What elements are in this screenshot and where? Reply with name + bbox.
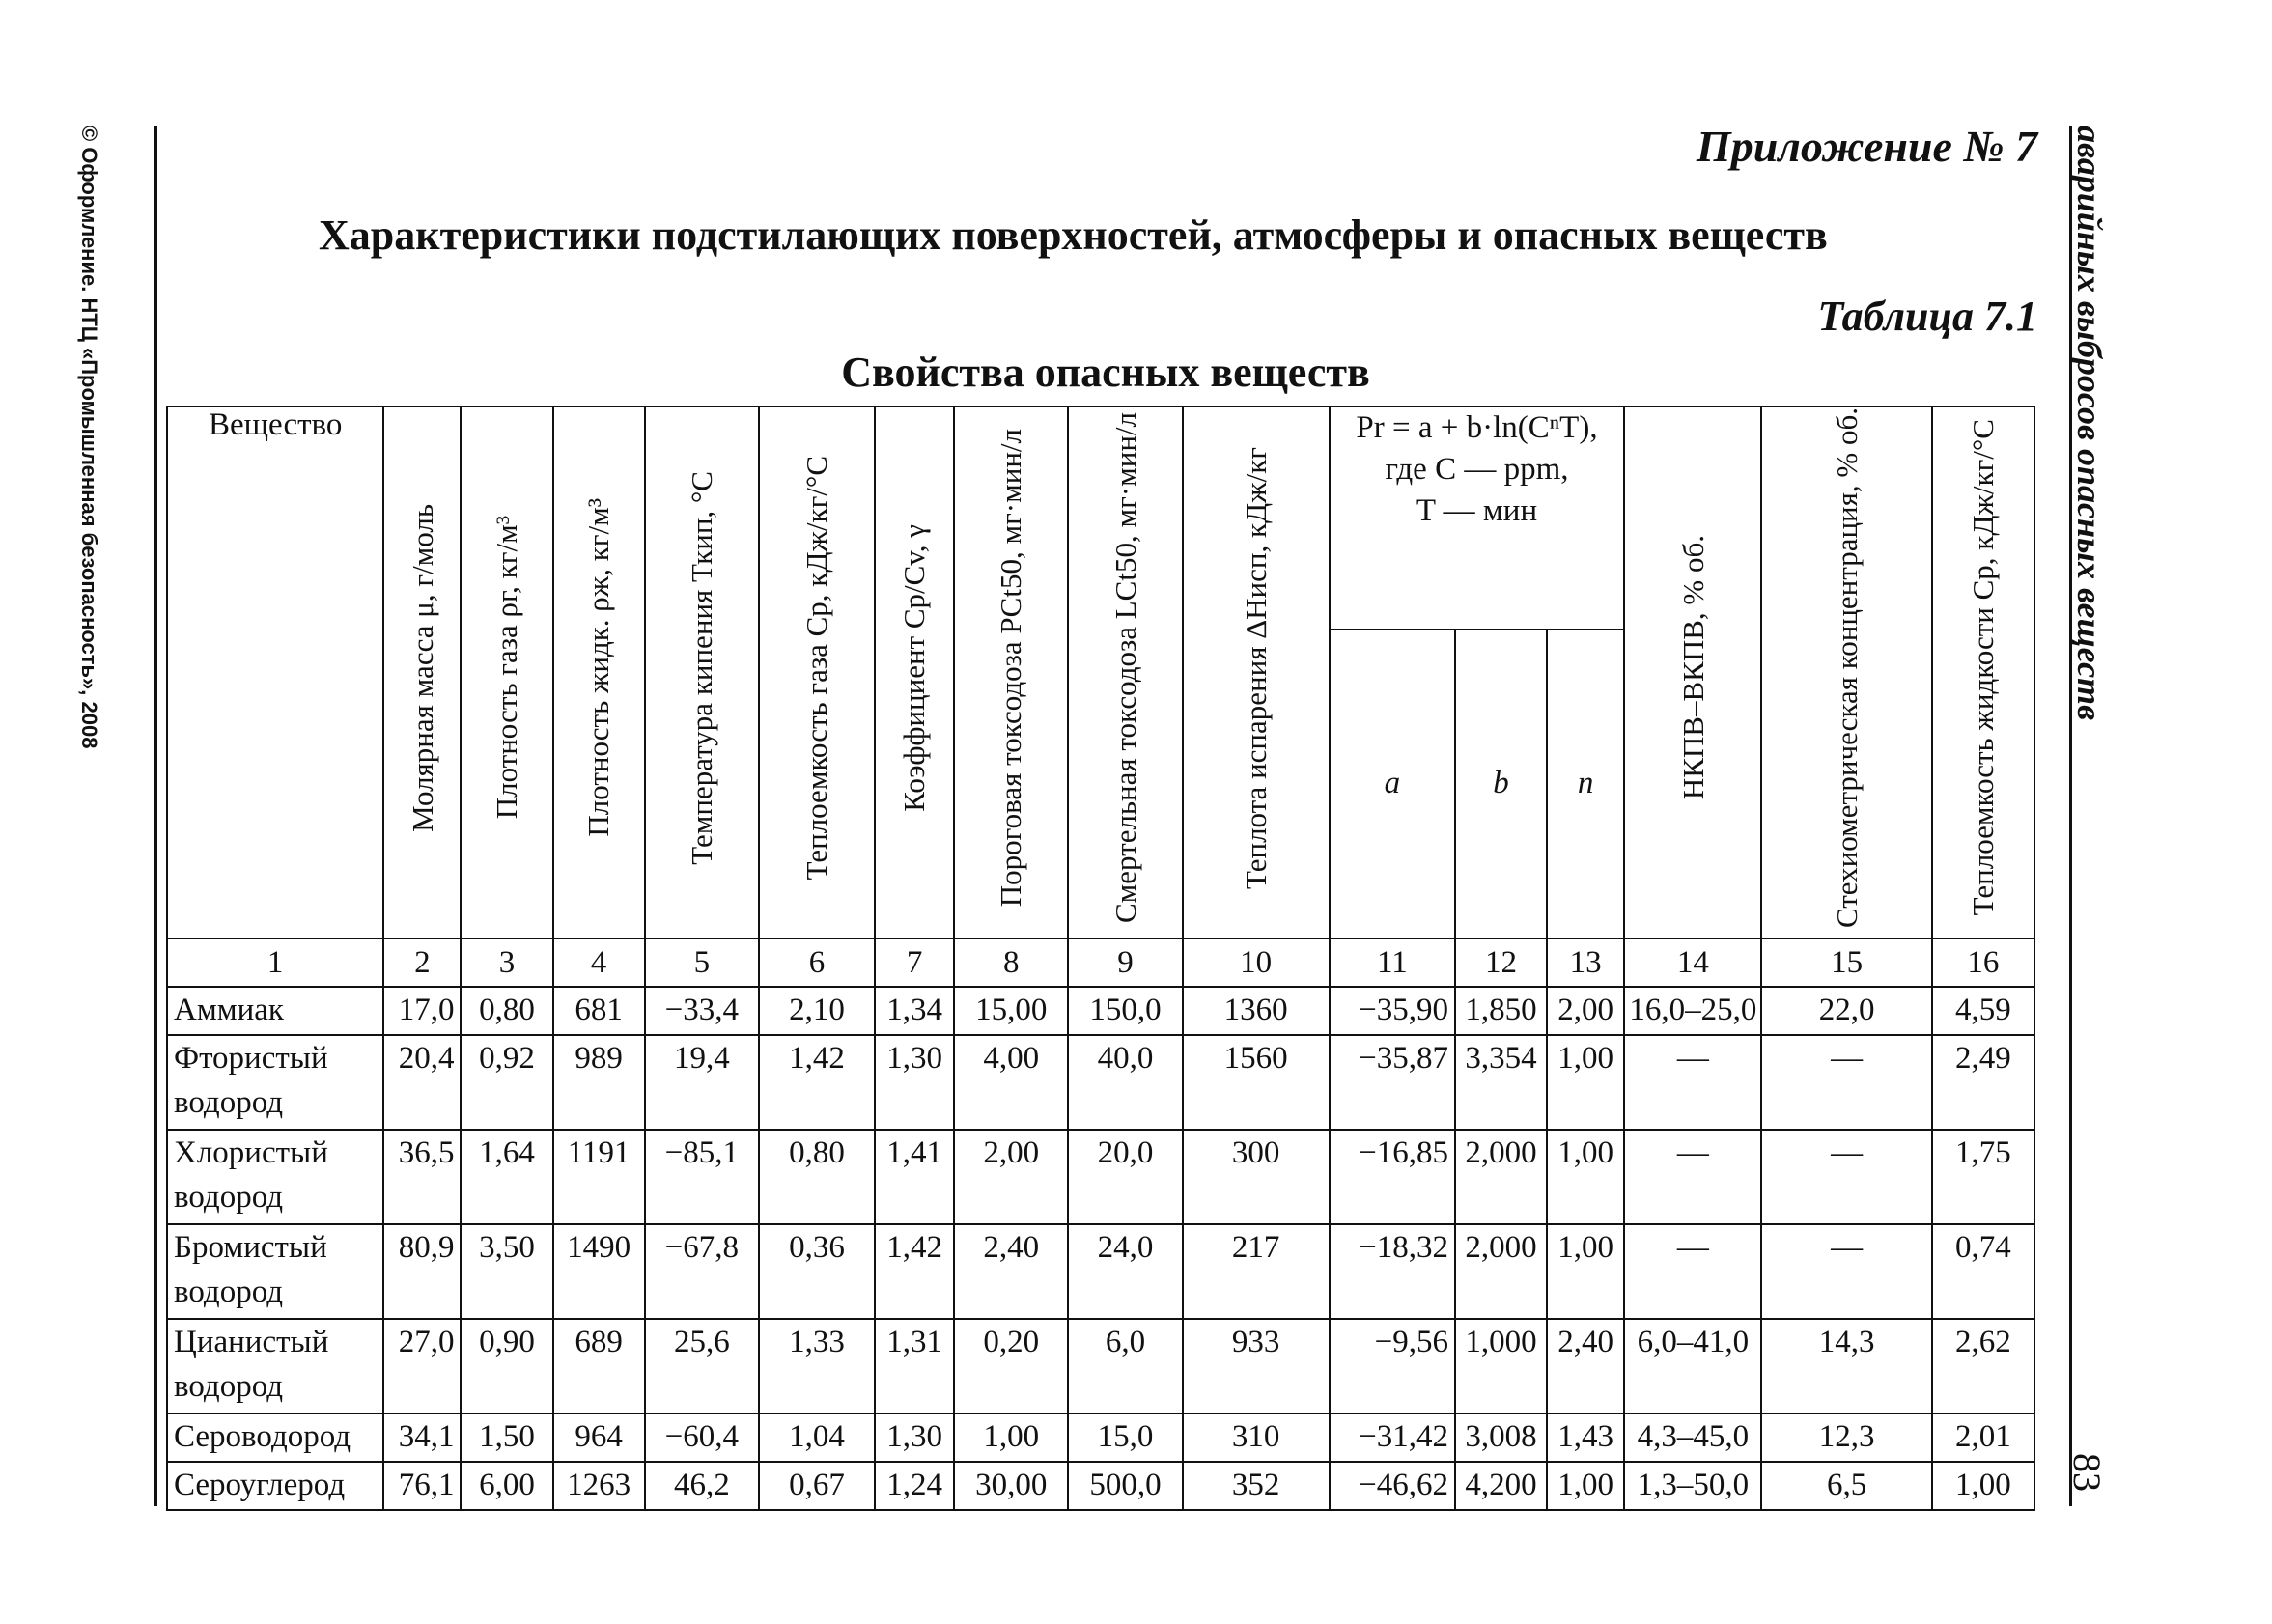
column-number: 9 [1068, 938, 1182, 987]
table-cell: 1,00 [954, 1414, 1068, 1462]
table-cell: — [1761, 1130, 1931, 1224]
table-cell: 36,5 [383, 1130, 461, 1224]
table-cell: 1,64 [461, 1130, 552, 1224]
column-number: 8 [954, 938, 1068, 987]
table-cell: 0,90 [461, 1319, 552, 1414]
column-number: 16 [1932, 938, 2034, 987]
table-cell: 4,59 [1932, 987, 2034, 1035]
table-cell: −85,1 [645, 1130, 759, 1224]
table-cell: 0,36 [759, 1224, 875, 1319]
table-cell: 0,80 [461, 987, 552, 1035]
table-cell: 1,30 [875, 1414, 954, 1462]
table-cell: 310 [1183, 1414, 1330, 1462]
table-cell: −16,85 [1330, 1130, 1455, 1224]
table-cell: 14,3 [1761, 1319, 1931, 1414]
table-cell: 2,40 [954, 1224, 1068, 1319]
page-number: 83 [2065, 1453, 2109, 1492]
col-header-liquid-density: Плотность жидк. ρж, кг/м³ [553, 406, 645, 938]
col-header-a: a [1330, 630, 1455, 938]
table-cell: 2,000 [1455, 1130, 1547, 1224]
substance-name: Аммиак [167, 987, 383, 1035]
table-cell: 25,6 [645, 1319, 759, 1414]
column-number: 4 [553, 938, 645, 987]
table-cell: 34,1 [383, 1414, 461, 1462]
table-cell: 6,0 [1068, 1319, 1182, 1414]
table-cell: 0,20 [954, 1319, 1068, 1414]
table-cell: 1,75 [1932, 1130, 2034, 1224]
table-row [167, 1462, 2034, 1510]
table-cell: 4,3–45,0 [1624, 1414, 1761, 1462]
table-cell: 15,0 [1068, 1414, 1182, 1462]
probit-formula-line: где C — ppm, [1385, 451, 1569, 487]
table-cell: 30,00 [954, 1462, 1068, 1510]
column-number: 5 [645, 938, 759, 987]
col-header-lethal-toxodose: Смертельная токсодоза LCt50, мг·мин/л [1068, 406, 1182, 938]
col-header-boiling-temp: Температура кипения Ткип, °С [645, 406, 759, 938]
column-number: 2 [383, 938, 461, 987]
table-cell: 1,00 [1547, 1035, 1624, 1130]
table-cell: 500,0 [1068, 1462, 1182, 1510]
column-number: 6 [759, 938, 875, 987]
col-header-coefficient: Коэффициент Сp/Сv, γ [875, 406, 954, 938]
table-cell: 933 [1183, 1319, 1330, 1414]
table-cell: 2,10 [759, 987, 875, 1035]
left-margin-rule [154, 126, 157, 1506]
probit-formula-line: T — мин [1416, 492, 1538, 528]
substance-name: Цианистый водород [167, 1319, 383, 1414]
table-cell: 2,00 [1547, 987, 1624, 1035]
table-cell: 0,74 [1932, 1224, 2034, 1319]
table-cell: −35,87 [1330, 1035, 1455, 1130]
table-cell: −33,4 [645, 987, 759, 1035]
table-cell: 1,00 [1547, 1462, 1624, 1510]
col-header-molar-mass: Молярная масса μ, г/моль [383, 406, 461, 938]
table-cell: 150,0 [1068, 987, 1182, 1035]
table-cell: 1,3–50,0 [1624, 1462, 1761, 1510]
table-cell: 352 [1183, 1462, 1330, 1510]
table-cell: 2,01 [1932, 1414, 2034, 1462]
table-cell: 1,42 [875, 1224, 954, 1319]
table-cell: 989 [553, 1035, 645, 1130]
table-cell: 2,000 [1455, 1224, 1547, 1319]
table-cell: — [1624, 1130, 1761, 1224]
table-cell: 1,00 [1932, 1462, 2034, 1510]
substance-name: Фтористый водород [167, 1035, 383, 1130]
table-cell: 1191 [553, 1130, 645, 1224]
table-cell: 3,354 [1455, 1035, 1547, 1130]
table-cell: 681 [553, 987, 645, 1035]
table-cell: 27,0 [383, 1319, 461, 1414]
table-cell: −31,42 [1330, 1414, 1455, 1462]
substance-name: Бромистый водород [167, 1224, 383, 1319]
table-cell: 80,9 [383, 1224, 461, 1319]
col-header-evaporation-heat: Теплота испарения ΔHисп, кДж/кг [1183, 406, 1330, 938]
column-number-row [167, 938, 2034, 987]
table-cell: 17,0 [383, 987, 461, 1035]
table-row [167, 1130, 2034, 1224]
table-cell: 40,0 [1068, 1035, 1182, 1130]
table-cell: 46,2 [645, 1462, 759, 1510]
table-cell: 1263 [553, 1462, 645, 1510]
column-number: 7 [875, 938, 954, 987]
table-cell: 1,50 [461, 1414, 552, 1462]
column-number: 11 [1330, 938, 1455, 987]
table-cell: 217 [1183, 1224, 1330, 1319]
table-cell: 0,80 [759, 1130, 875, 1224]
table-cell: 1,34 [875, 987, 954, 1035]
col-header-gas-heat-capacity: Теплоемкость газа Сp, кДж/кг/°С [759, 406, 875, 938]
table-row [167, 1035, 2034, 1130]
table-cell: 300 [1183, 1130, 1330, 1224]
table-cell: 1360 [1183, 987, 1330, 1035]
table-cell: 12,3 [1761, 1414, 1931, 1462]
copyright-side-text: © Оформление. НТЦ «Промышленная безопасность», 2008 [77, 126, 101, 749]
table-cell: 20,4 [383, 1035, 461, 1130]
table-row [167, 1224, 2034, 1319]
table-cell: 4,200 [1455, 1462, 1547, 1510]
table-cell: 1490 [553, 1224, 645, 1319]
table-cell: 24,0 [1068, 1224, 1182, 1319]
table-cell: 2,00 [954, 1130, 1068, 1224]
table-cell: 6,0–41,0 [1624, 1319, 1761, 1414]
table-cell: 1,41 [875, 1130, 954, 1224]
table-cell: 1,00 [1547, 1224, 1624, 1319]
table-title: Свойства опасных веществ [841, 349, 1370, 396]
table-cell: 4,00 [954, 1035, 1068, 1130]
column-number: 15 [1761, 938, 1931, 987]
column-number: 10 [1183, 938, 1330, 987]
col-header-substance: Вещество [167, 406, 383, 938]
column-number: 3 [461, 938, 552, 987]
table-cell: 1,24 [875, 1462, 954, 1510]
table-cell: −67,8 [645, 1224, 759, 1319]
col-header-liquid-heat-capacity: Теплоемкость жидкости Сp, кДж/кг/°С [1932, 406, 2034, 938]
substance-name: Сероуглерод [167, 1462, 383, 1510]
table-cell: 20,0 [1068, 1130, 1182, 1224]
table-cell: 689 [553, 1319, 645, 1414]
table-cell: −18,32 [1330, 1224, 1455, 1319]
table-row [167, 1414, 2034, 1462]
table-cell: 6,5 [1761, 1462, 1931, 1510]
table-cell: 2,40 [1547, 1319, 1624, 1414]
table-cell: 0,67 [759, 1462, 875, 1510]
table-cell: 6,00 [461, 1462, 552, 1510]
table-cell: 22,0 [1761, 987, 1931, 1035]
table-cell: 1,04 [759, 1414, 875, 1462]
col-header-stoichiometric: Стехиометрическая концентрация, % об. [1761, 406, 1931, 938]
table-cell: — [1624, 1035, 1761, 1130]
table-cell: −46,62 [1330, 1462, 1455, 1510]
table-cell: — [1761, 1224, 1931, 1319]
col-header-b: b [1455, 630, 1547, 938]
substance-name: Хлористый водород [167, 1130, 383, 1224]
table-cell: 19,4 [645, 1035, 759, 1130]
table-row [167, 987, 2034, 1035]
table-cell: −60,4 [645, 1414, 759, 1462]
table-cell: 1,850 [1455, 987, 1547, 1035]
col-header-n: n [1547, 630, 1624, 938]
table-cell: 1,43 [1547, 1414, 1624, 1462]
page-title: Характеристики подстилающих поверхностей, атмосферы и опасных веществ [319, 211, 1828, 259]
properties-table [166, 406, 2035, 1511]
col-header-flammability: НКПВ–ВКПВ, % об. [1624, 406, 1761, 938]
table-cell: −35,90 [1330, 987, 1455, 1035]
table-cell: 1,33 [759, 1319, 875, 1414]
column-number: 14 [1624, 938, 1761, 987]
table-cell: — [1761, 1035, 1931, 1130]
column-number: 12 [1455, 938, 1547, 987]
table-cell: 2,49 [1932, 1035, 2034, 1130]
table-cell: 3,008 [1455, 1414, 1547, 1462]
table-cell: 3,50 [461, 1224, 552, 1319]
table-cell: 1,000 [1455, 1319, 1547, 1414]
table-cell: — [1624, 1224, 1761, 1319]
table-label: Таблица 7.1 [1817, 293, 2037, 340]
table-cell: 16,0–25,0 [1624, 987, 1761, 1035]
table-row [167, 1319, 2034, 1414]
table-cell: 1,31 [875, 1319, 954, 1414]
table-cell: 2,62 [1932, 1319, 2034, 1414]
table-cell: 76,1 [383, 1462, 461, 1510]
substance-name: Сероводород [167, 1414, 383, 1462]
table-cell: −9,56 [1330, 1319, 1455, 1414]
table-cell: 1,42 [759, 1035, 875, 1130]
col-header-gas-density: Плотность газа ρг, кг/м³ [461, 406, 552, 938]
table-cell: 964 [553, 1414, 645, 1462]
col-header-threshold-toxodose: Пороговая токсодоза PCt50, мг·мин/л [954, 406, 1068, 938]
running-header-side-text: аварийных выбросов опасных веществ [2070, 126, 2109, 721]
column-number: 13 [1547, 938, 1624, 987]
probit-formula-line: Pr = a + b·ln(CⁿT), [1356, 410, 1598, 445]
table-cell: 15,00 [954, 987, 1068, 1035]
column-number: 1 [167, 938, 383, 987]
table-cell: 1560 [1183, 1035, 1330, 1130]
table-cell: 1,30 [875, 1035, 954, 1130]
table-cell: 0,92 [461, 1035, 552, 1130]
col-header-probit-formula [1330, 406, 1624, 630]
appendix-heading: Приложение № 7 [1696, 122, 2037, 171]
table-cell: 1,00 [1547, 1130, 1624, 1224]
